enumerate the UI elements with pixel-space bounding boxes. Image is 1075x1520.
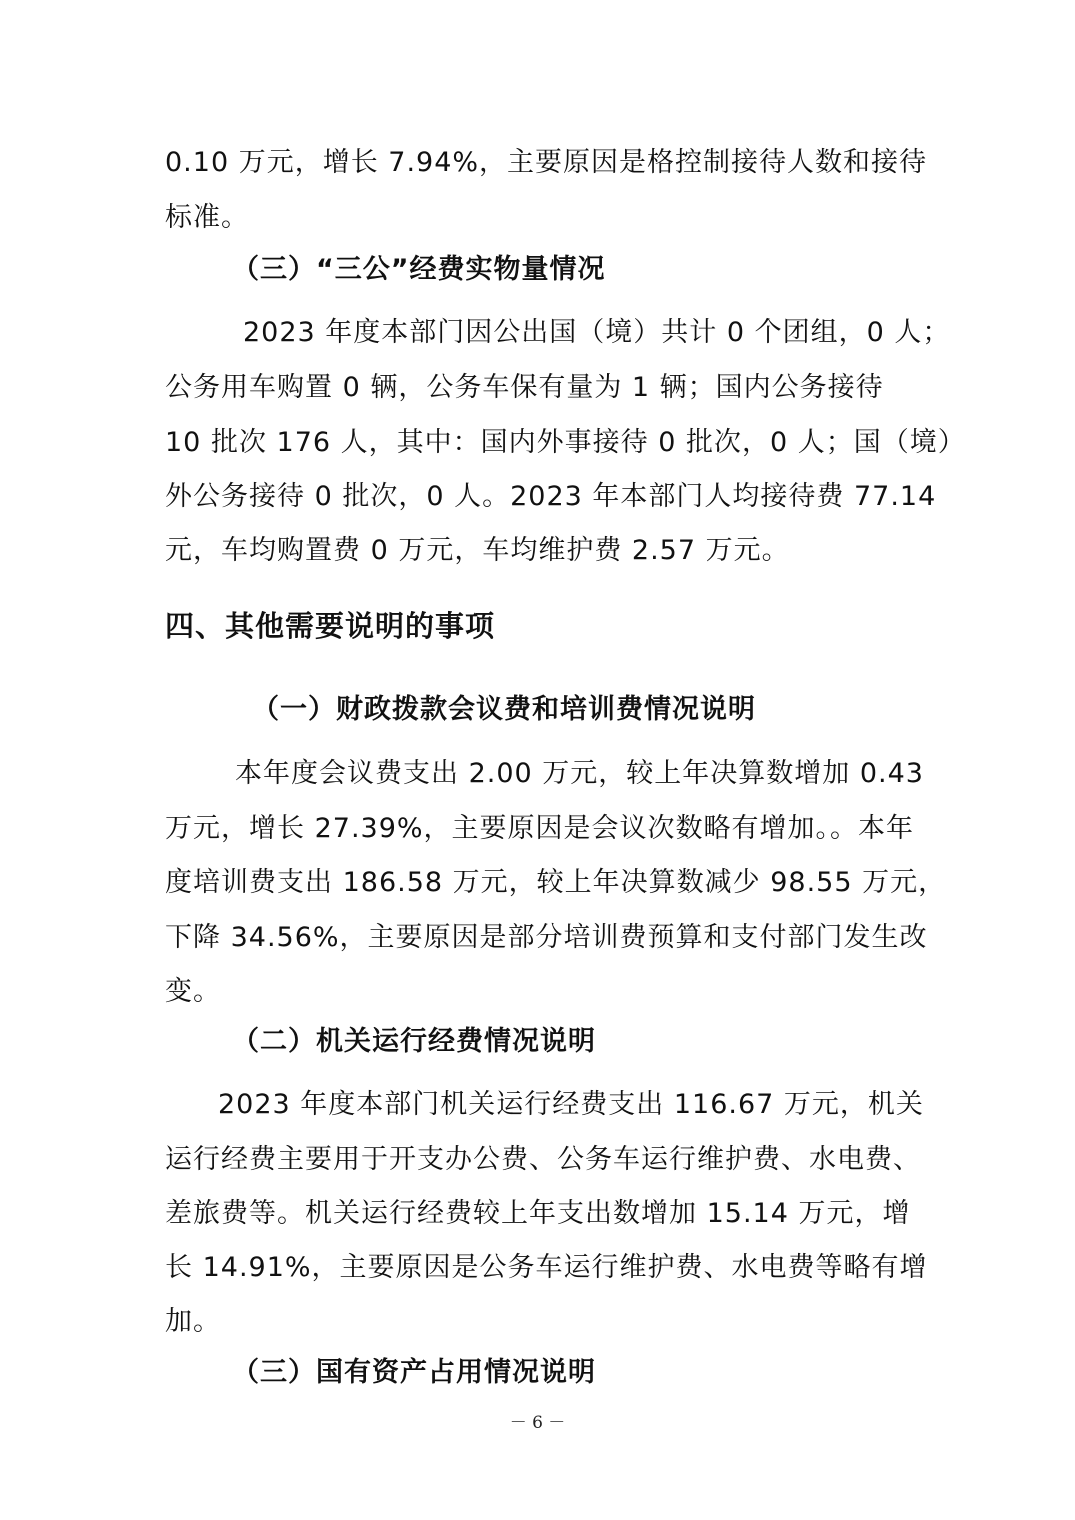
chapter-heading-other-matters: 四、其他需要说明的事项: [165, 609, 496, 643]
page-number: － 6 －: [509, 1413, 566, 1433]
paragraph-line: 0.10 万元，增长 7.94%，主要原因是格控制接待人数和接待: [165, 147, 928, 178]
paragraph-line: 2023 年度本部门因公出国（境）共计 0 个团组，0 人；: [243, 317, 951, 348]
paragraph-line: 运行经费主要用于开支办公费、公务车运行维护费、水电费、: [165, 1144, 921, 1175]
paragraph-line: 10 批次 176 人，其中：国内外事接待 0 批次，0 人；国（境）: [165, 427, 966, 458]
paragraph-line: 度培训费支出 186.58 万元，较上年决算数减少 98.55 万元，: [165, 867, 947, 898]
paragraph-line: 元，车均购置费 0 万元，车均维护费 2.57 万元。: [165, 535, 790, 566]
section-heading-operating-expenses: （二）机关运行经费情况说明: [232, 1026, 596, 1057]
paragraph-line: 加。: [165, 1306, 221, 1337]
paragraph-line: 差旅费等。机关运行经费较上年支出数增加 15.14 万元，增: [165, 1198, 911, 1229]
paragraph-line: 标准。: [165, 202, 249, 233]
paragraph-line: 万元，增长 27.39%，主要原因是会议次数略有增加。。本年: [165, 813, 915, 844]
paragraph-line: 2023 年度本部门机关运行经费支出 116.67 万元，机关: [218, 1089, 924, 1120]
paragraph-line: 变。: [165, 976, 221, 1007]
paragraph-line: 公务用车购置 0 辆，公务车保有量为 1 辆；国内公务接待: [165, 372, 884, 403]
paragraph-line: 长 14.91%，主要原因是公务车运行维护费、水电费等略有增: [165, 1252, 928, 1283]
section-heading-state-assets: （三）国有资产占用情况说明: [232, 1357, 596, 1388]
paragraph-line: 本年度会议费支出 2.00 万元，较上年决算数增加 0.43: [235, 758, 924, 789]
section-heading-meeting-training: （一）财政拨款会议费和培训费情况说明: [252, 694, 756, 725]
paragraph-line: 外公务接待 0 批次，0 人。2023 年本部门人均接待费 77.14: [165, 481, 937, 512]
section-heading-three-public-quantity: （三）“三公”经费实物量情况: [232, 254, 606, 285]
paragraph-line: 下降 34.56%，主要原因是部分培训费预算和支付部门发生改: [165, 922, 928, 953]
